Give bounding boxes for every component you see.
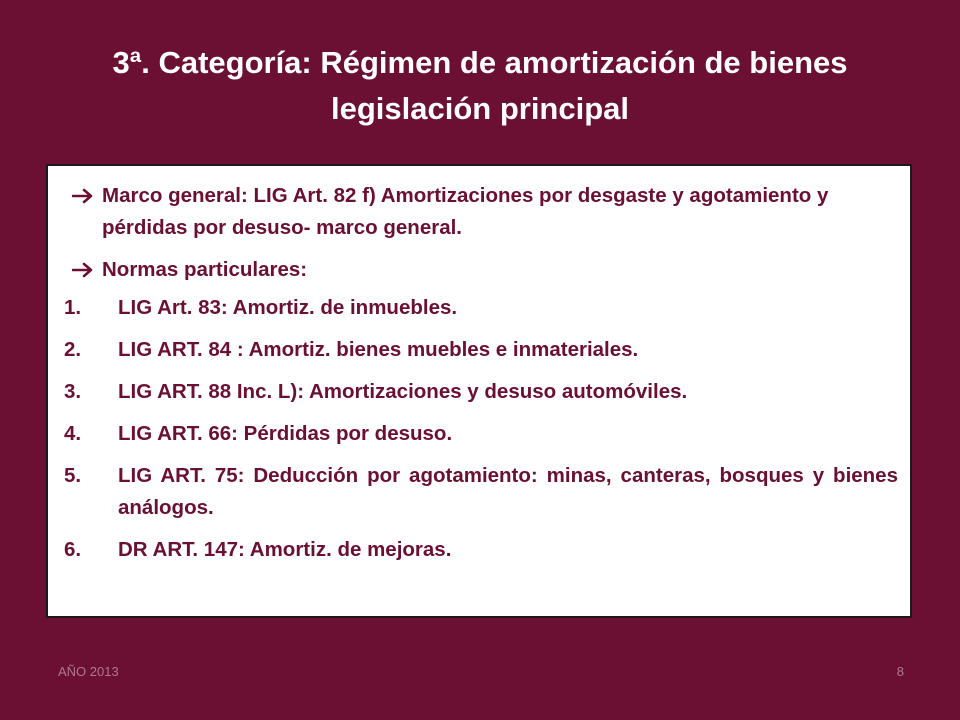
slide-title xyxy=(40,40,920,132)
numbered-item xyxy=(64,292,898,324)
slide-title-line-1: 3ª. Categoría: Régimen de amortización de bienes xyxy=(112,45,848,80)
numbered-item xyxy=(64,534,898,566)
item-text: LIG ART. 66: Pérdidas por desuso. xyxy=(118,422,453,445)
item-text: LIG Art. 83: Amortiz. de inmuebles. xyxy=(118,296,458,319)
item-number: 5. xyxy=(64,464,82,487)
bullet-text: Marco general: LIG Art. 82 f) Amortizaciones por desgaste y agotamiento y pérdidas por desuso- marco general. xyxy=(102,184,829,239)
bullet-normas-particulares xyxy=(64,254,898,286)
numbered-item xyxy=(64,460,898,524)
content-box xyxy=(46,164,912,618)
item-number: 4. xyxy=(64,422,82,445)
numbered-item xyxy=(64,418,898,450)
numbered-item xyxy=(64,334,898,366)
bullet-marco-general xyxy=(64,180,898,244)
item-text: DR ART. 147: Amortiz. de mejoras. xyxy=(118,538,452,561)
item-number: 6. xyxy=(64,538,82,561)
item-text: LIG ART. 75: Deducción por agotamiento: minas, canteras, bosques y bienes análogos. xyxy=(118,464,898,519)
bullet-text: Normas particulares: xyxy=(102,258,308,281)
item-text: LIG ART. 84 : Amortiz. bienes muebles e inmateriales. xyxy=(118,338,639,361)
slide-number: 8 xyxy=(896,664,904,679)
item-number: 1. xyxy=(64,296,82,319)
item-number: 3. xyxy=(64,380,82,403)
item-text: LIG ART. 88 Inc. L): Amortizaciones y desuso automóviles. xyxy=(118,380,688,403)
numbered-item xyxy=(64,376,898,408)
slide-title-line-2: legislación principal xyxy=(330,91,630,126)
arrow-right-icon xyxy=(72,262,94,278)
footer-year: AÑO 2013 xyxy=(58,664,119,679)
item-number: 2. xyxy=(64,338,82,361)
arrow-right-icon xyxy=(72,188,94,204)
